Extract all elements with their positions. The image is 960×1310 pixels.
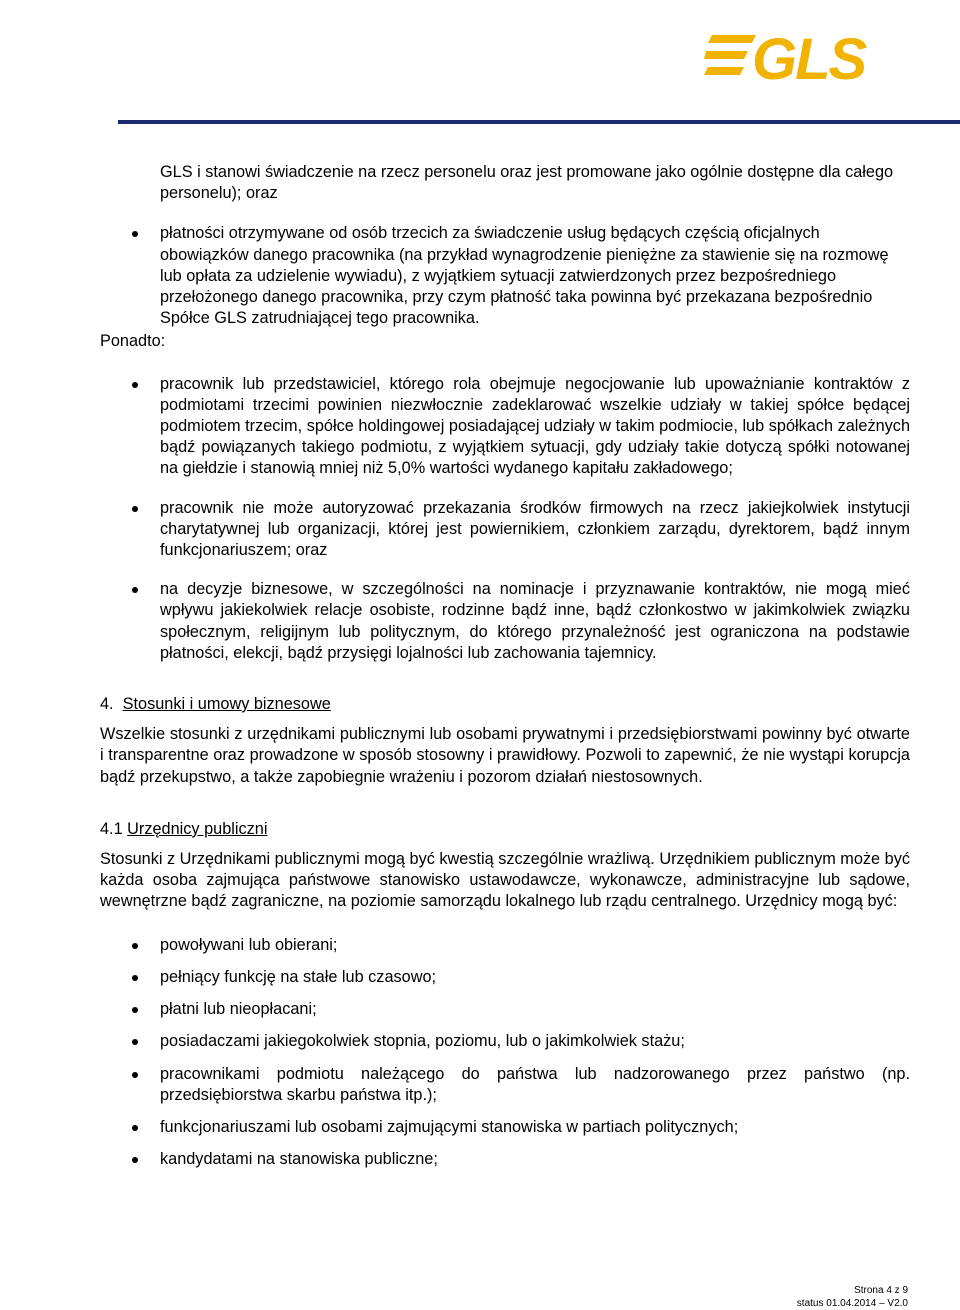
header-rule [118, 120, 960, 124]
list-item: pracownik lub przedstawiciel, którego rola obejmuje negocjowanie lub upoważnianie kontraktów z podmiotami trzecimi powinien niezwłocznie zadeklarować wszelkie udziały w takiej spółce będącej podmiotem trzecim, spółce holdingowej posiadającej udziały w takim podmiocie, lub spółkach zależnych bądź powiązanych takiego podmiotu, z wyjątkiem sytuacji, gdy udziały takie dotyczą spółki notowanej na giełdzie i stanowią mniej niż 5,0% wartości wydanego kapitału zakładowego; [100, 374, 910, 480]
page-header [0, 0, 960, 122]
list-item: kandydatami na stanowiska publiczne; [100, 1149, 910, 1170]
list-item: powoływani lub obierani; [100, 935, 910, 956]
section-4-heading [100, 694, 910, 715]
section-4-number: 4. [100, 695, 114, 714]
section-4-1-heading [100, 819, 910, 840]
document-body [100, 162, 910, 1170]
list-item: pracownikami podmiotu należącego do państwa lub nadzorowanego przez państwo (np. przedsiębiorstwa skarbu państwa itp.); [100, 1064, 910, 1106]
list-item: płatni lub nieopłacani; [100, 999, 910, 1020]
document-status: status 01.04.2014 – V2.0 [796, 1297, 908, 1309]
list-item: pełniący funkcję na stałe lub czasowo; [100, 967, 910, 988]
gls-logo [704, 24, 916, 86]
page-number: Strona 4 z 9 [854, 1285, 908, 1296]
section-4-title: Stosunki i umowy biznesowe [122, 695, 331, 714]
ponadto-label: Ponadto: [100, 332, 166, 351]
section-4-body: Wszelkie stosunki z urzędnikami publicznymi lub osobami prywatnymi i przedsiębiorstwami powinny być otwarte i transparentne oraz prowadzone w sposób stosowny i prawidłowy. Pozwoli to zapewnić, że nie wystąpi korupcja bądź przekupstwo, a także zapobiegnie wrażeniu i pozorom działań niestosownych. [100, 725, 910, 786]
list-item: na decyzje biznesowe, w szczególności na nominacje i przyznawanie kontraktów, nie mogą mieć wpływu jakiekolwiek relacje osobiste, rodzinne bądź inne, bądź członkostwo w jakimkolwiek związku społecznym, religijnym lub politycznym, do którego przynależność jest ograniczona na podstawie płatności, elekcji, bądź przysięgi lojalności lub zachowania tajemnicy. [100, 579, 910, 664]
list-item: funkcjonariuszami lub osobami zajmującymi stanowiska w partiach politycznych; [100, 1117, 910, 1138]
list-item: posiadaczami jakiegokolwiek stopnia, poziomu, lub o jakimkolwiek stażu; [100, 1031, 910, 1052]
officials-list [100, 935, 910, 1171]
ponadto-list [100, 374, 910, 664]
section-4-1-body: Stosunki z Urzędnikami publicznymi mogą być kwestią szczególnie wrażliwą. Urzędnikiem publicznym może być każda osoba zajmująca państwowe stanowisko ustawodawcze, wykonawcze, administracyjne lub sądowe, wewnętrzne bądź zagraniczne, na poziomie samorządu lokalnego lub rządu centralnego. Urzędnicy mogą być: [100, 850, 910, 911]
list-item: pracownik nie może autoryzować przekazania środków firmowych na rzecz jakiejkolwiek instytucji charytatywnej lub organizacji, której jest powiernikiem, członkiem zarządu, dyrektorem, bądź innym funkcjonariuszem; oraz [100, 498, 910, 562]
section-4-1-number: 4.1 [100, 819, 123, 838]
continuation-text: GLS i stanowi świadczenie na rzecz personelu oraz jest promowane jako ogólnie dostępne dla całego personelu); oraz [160, 163, 894, 203]
payments-list [100, 223, 910, 329]
page-footer [797, 1285, 908, 1310]
gls-logo-text: GLS [752, 27, 866, 86]
list-item-payments: płatności otrzymywane od osób trzecich za świadczenie usług będących częścią oficjalnych obowiązków danego pracownika (na przykład wynagrodzenie pieniężne za stawienie się na rozmowę lub opłata za udzielenie wywiadu), z wyjątkiem sytuacji zatwierdzonych przez bezpośredniego przełożonego danego pracownika, przy czym płatność taka powinna być przekazana bezpośrednio Spółce GLS zatrudniającej tego pracownika. [100, 223, 910, 329]
section-4-1-title: Urzędnicy publiczni [127, 819, 268, 838]
